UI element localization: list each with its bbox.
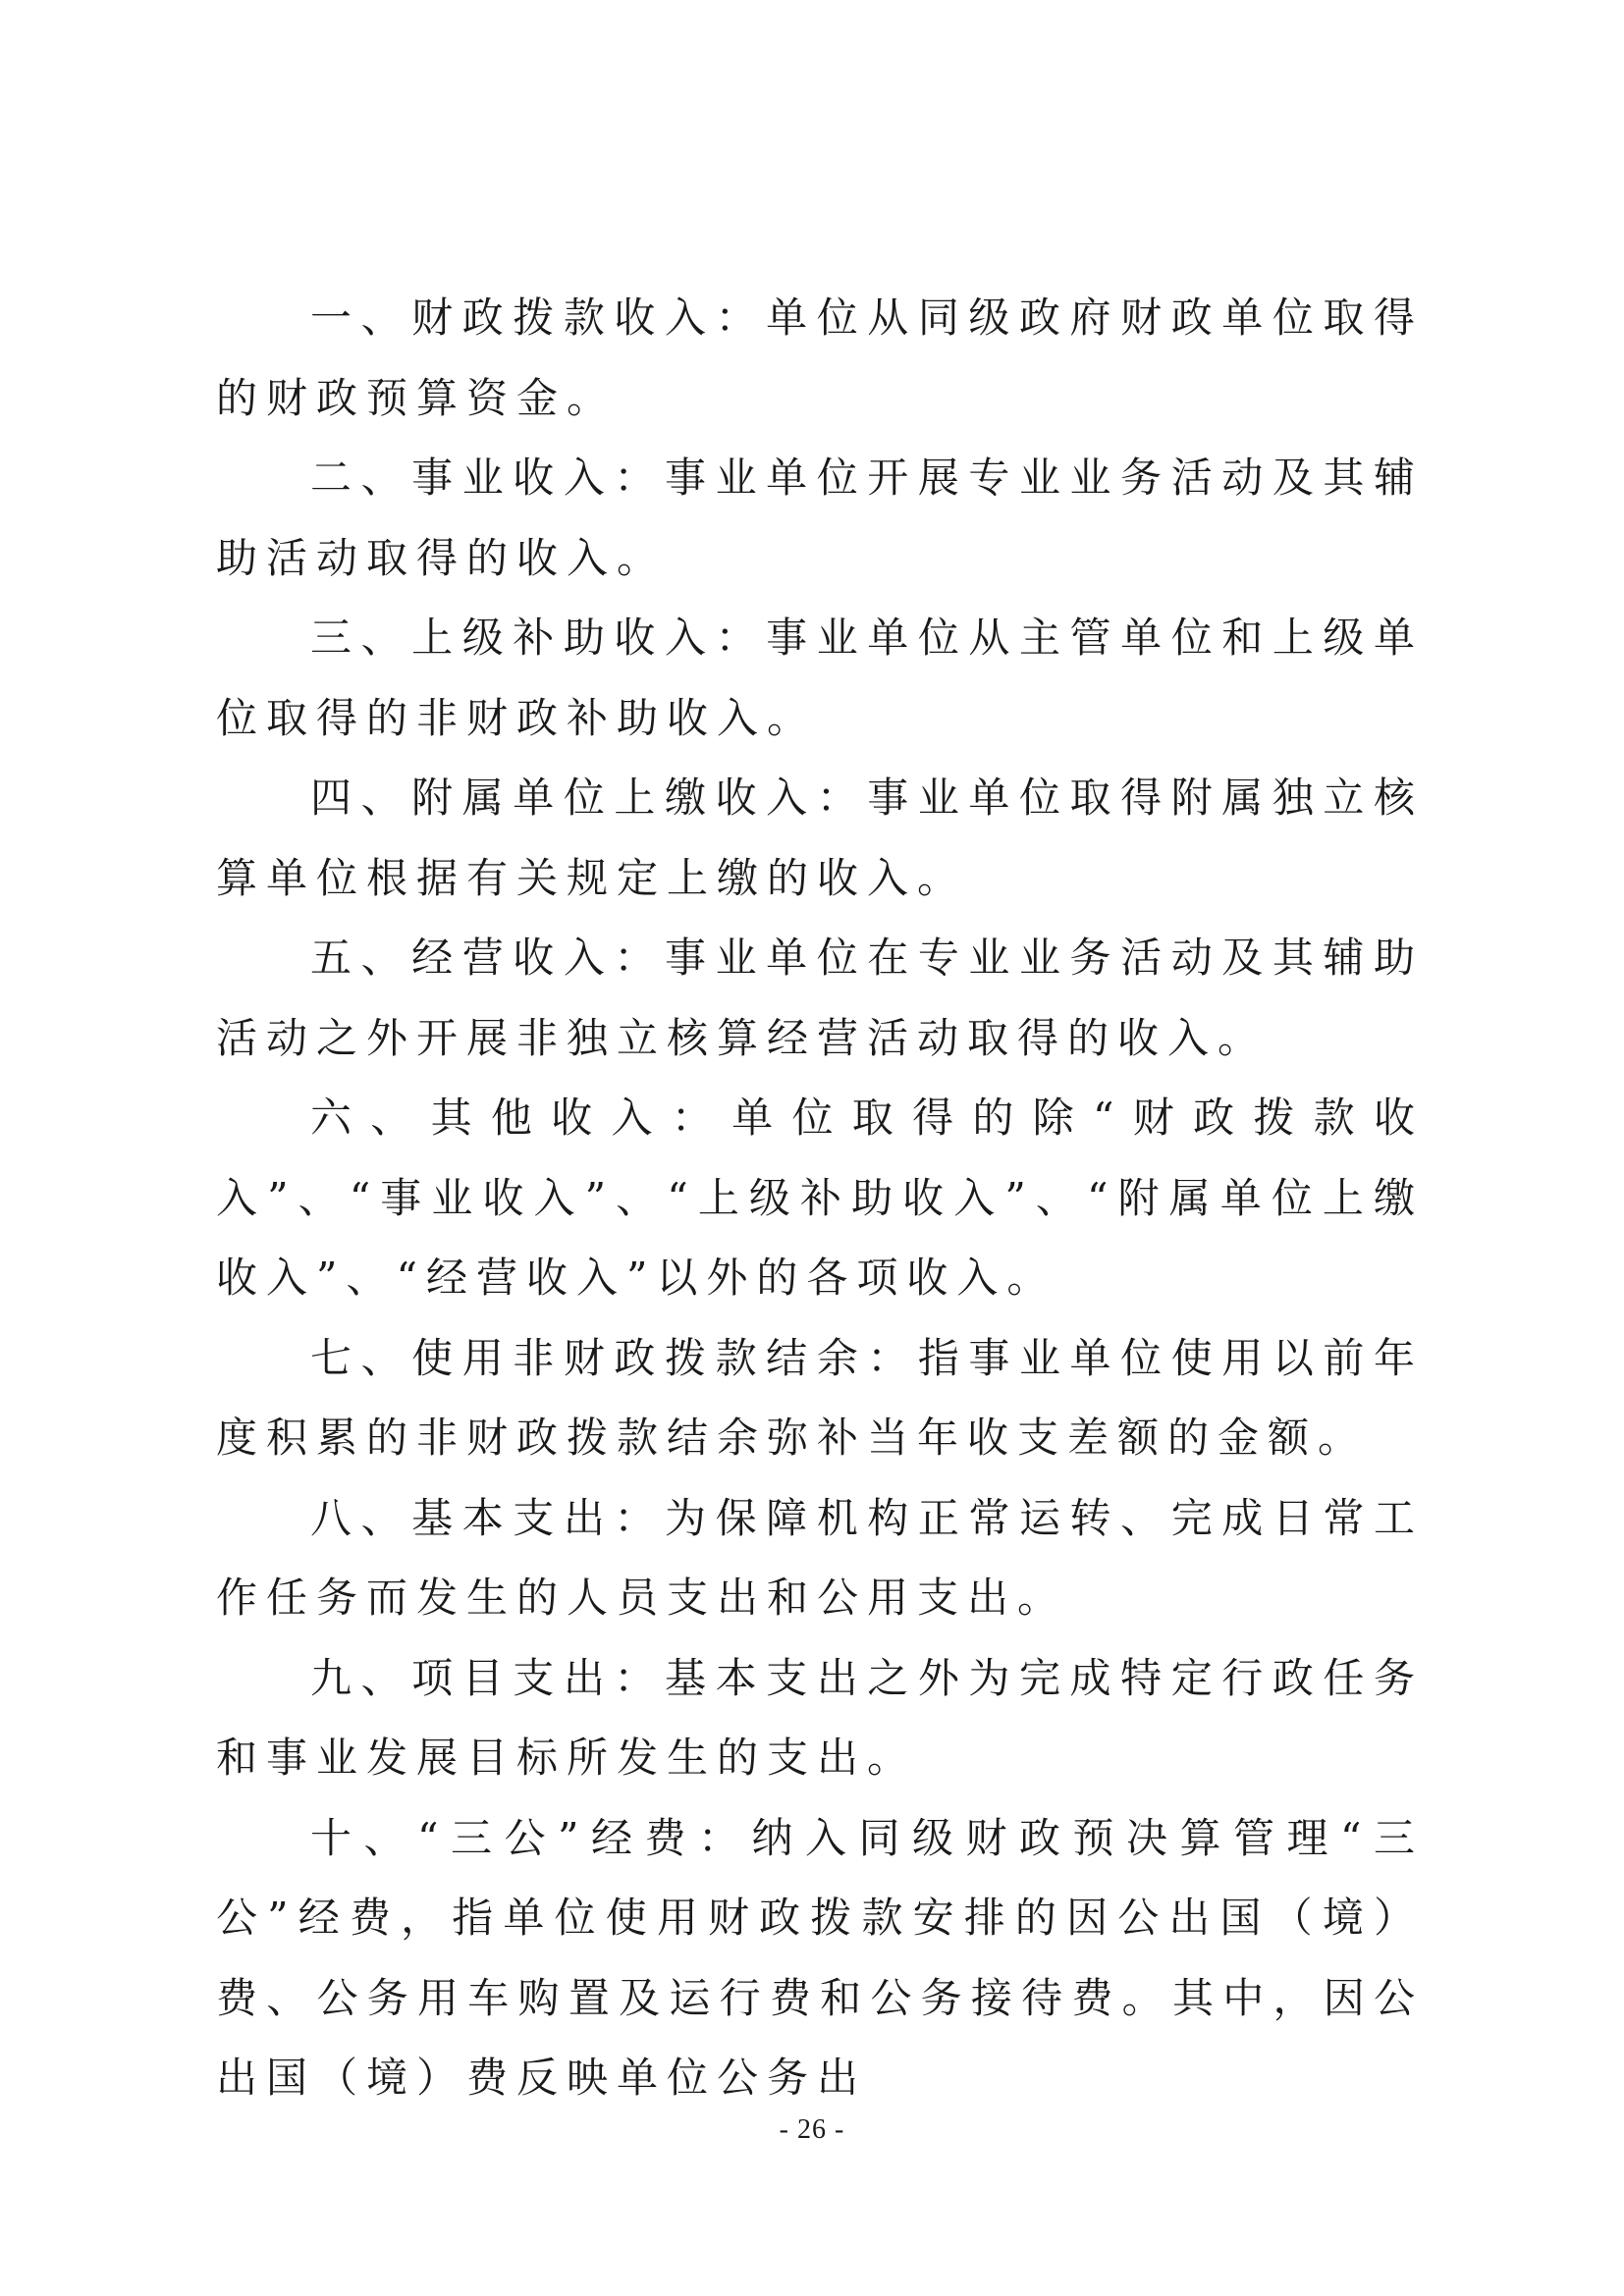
paragraph-three-public-expenses: 十、“三公”经费：纳入同级财政预决算管理“三公”经费，指单位使用财政拨款安排的因公出国（境）费、公务用车购置及运行费和公务接待费。其中，因公出国（境）费反映单位公务出 bbox=[216, 1813, 1424, 2102]
paragraph-other-income: 六、其他收入：单位取得的除“财政拨款收入”、“事业收入”、“上级补助收入”、“附属单位上缴收入”、“经营收入”以外的各项收入。 bbox=[216, 1094, 1424, 1302]
paragraph-business-income: 二、事业收入：事业单位开展专业业务活动及其辅助活动取得的收入。 bbox=[216, 454, 1424, 582]
page-number: - 26 - bbox=[779, 2114, 845, 2145]
paragraph-operating-income: 五、经营收入：事业单位在专业业务活动及其辅助活动之外开展非独立核算经营活动取得的收入。 bbox=[216, 934, 1424, 1062]
paragraph-superior-subsidy-income: 三、上级补助收入：事业单位从主管单位和上级单位取得的非财政补助收入。 bbox=[216, 614, 1424, 742]
paragraph-fiscal-appropriation-income: 一、财政拨款收入：单位从同级政府财政单位取得的财政预算资金。 bbox=[216, 294, 1424, 422]
paragraph-non-fiscal-surplus: 七、使用非财政拨款结余：指事业单位使用以前年度积累的非财政拨款结余弥补当年收支差额的金额。 bbox=[216, 1333, 1424, 1462]
paragraph-project-expenditure: 九、项目支出：基本支出之外为完成特定行政任务和事业发展目标所发生的支出。 bbox=[216, 1653, 1424, 1782]
paragraph-affiliated-unit-income: 四、附属单位上缴收入：事业单位取得附属独立核算单位根据有关规定上缴的收入。 bbox=[216, 774, 1424, 902]
paragraph-basic-expenditure: 八、基本支出：为保障机构正常运转、完成日常工作任务而发生的人员支出和公用支出。 bbox=[216, 1493, 1424, 1622]
body-text bbox=[216, 278, 1424, 2118]
